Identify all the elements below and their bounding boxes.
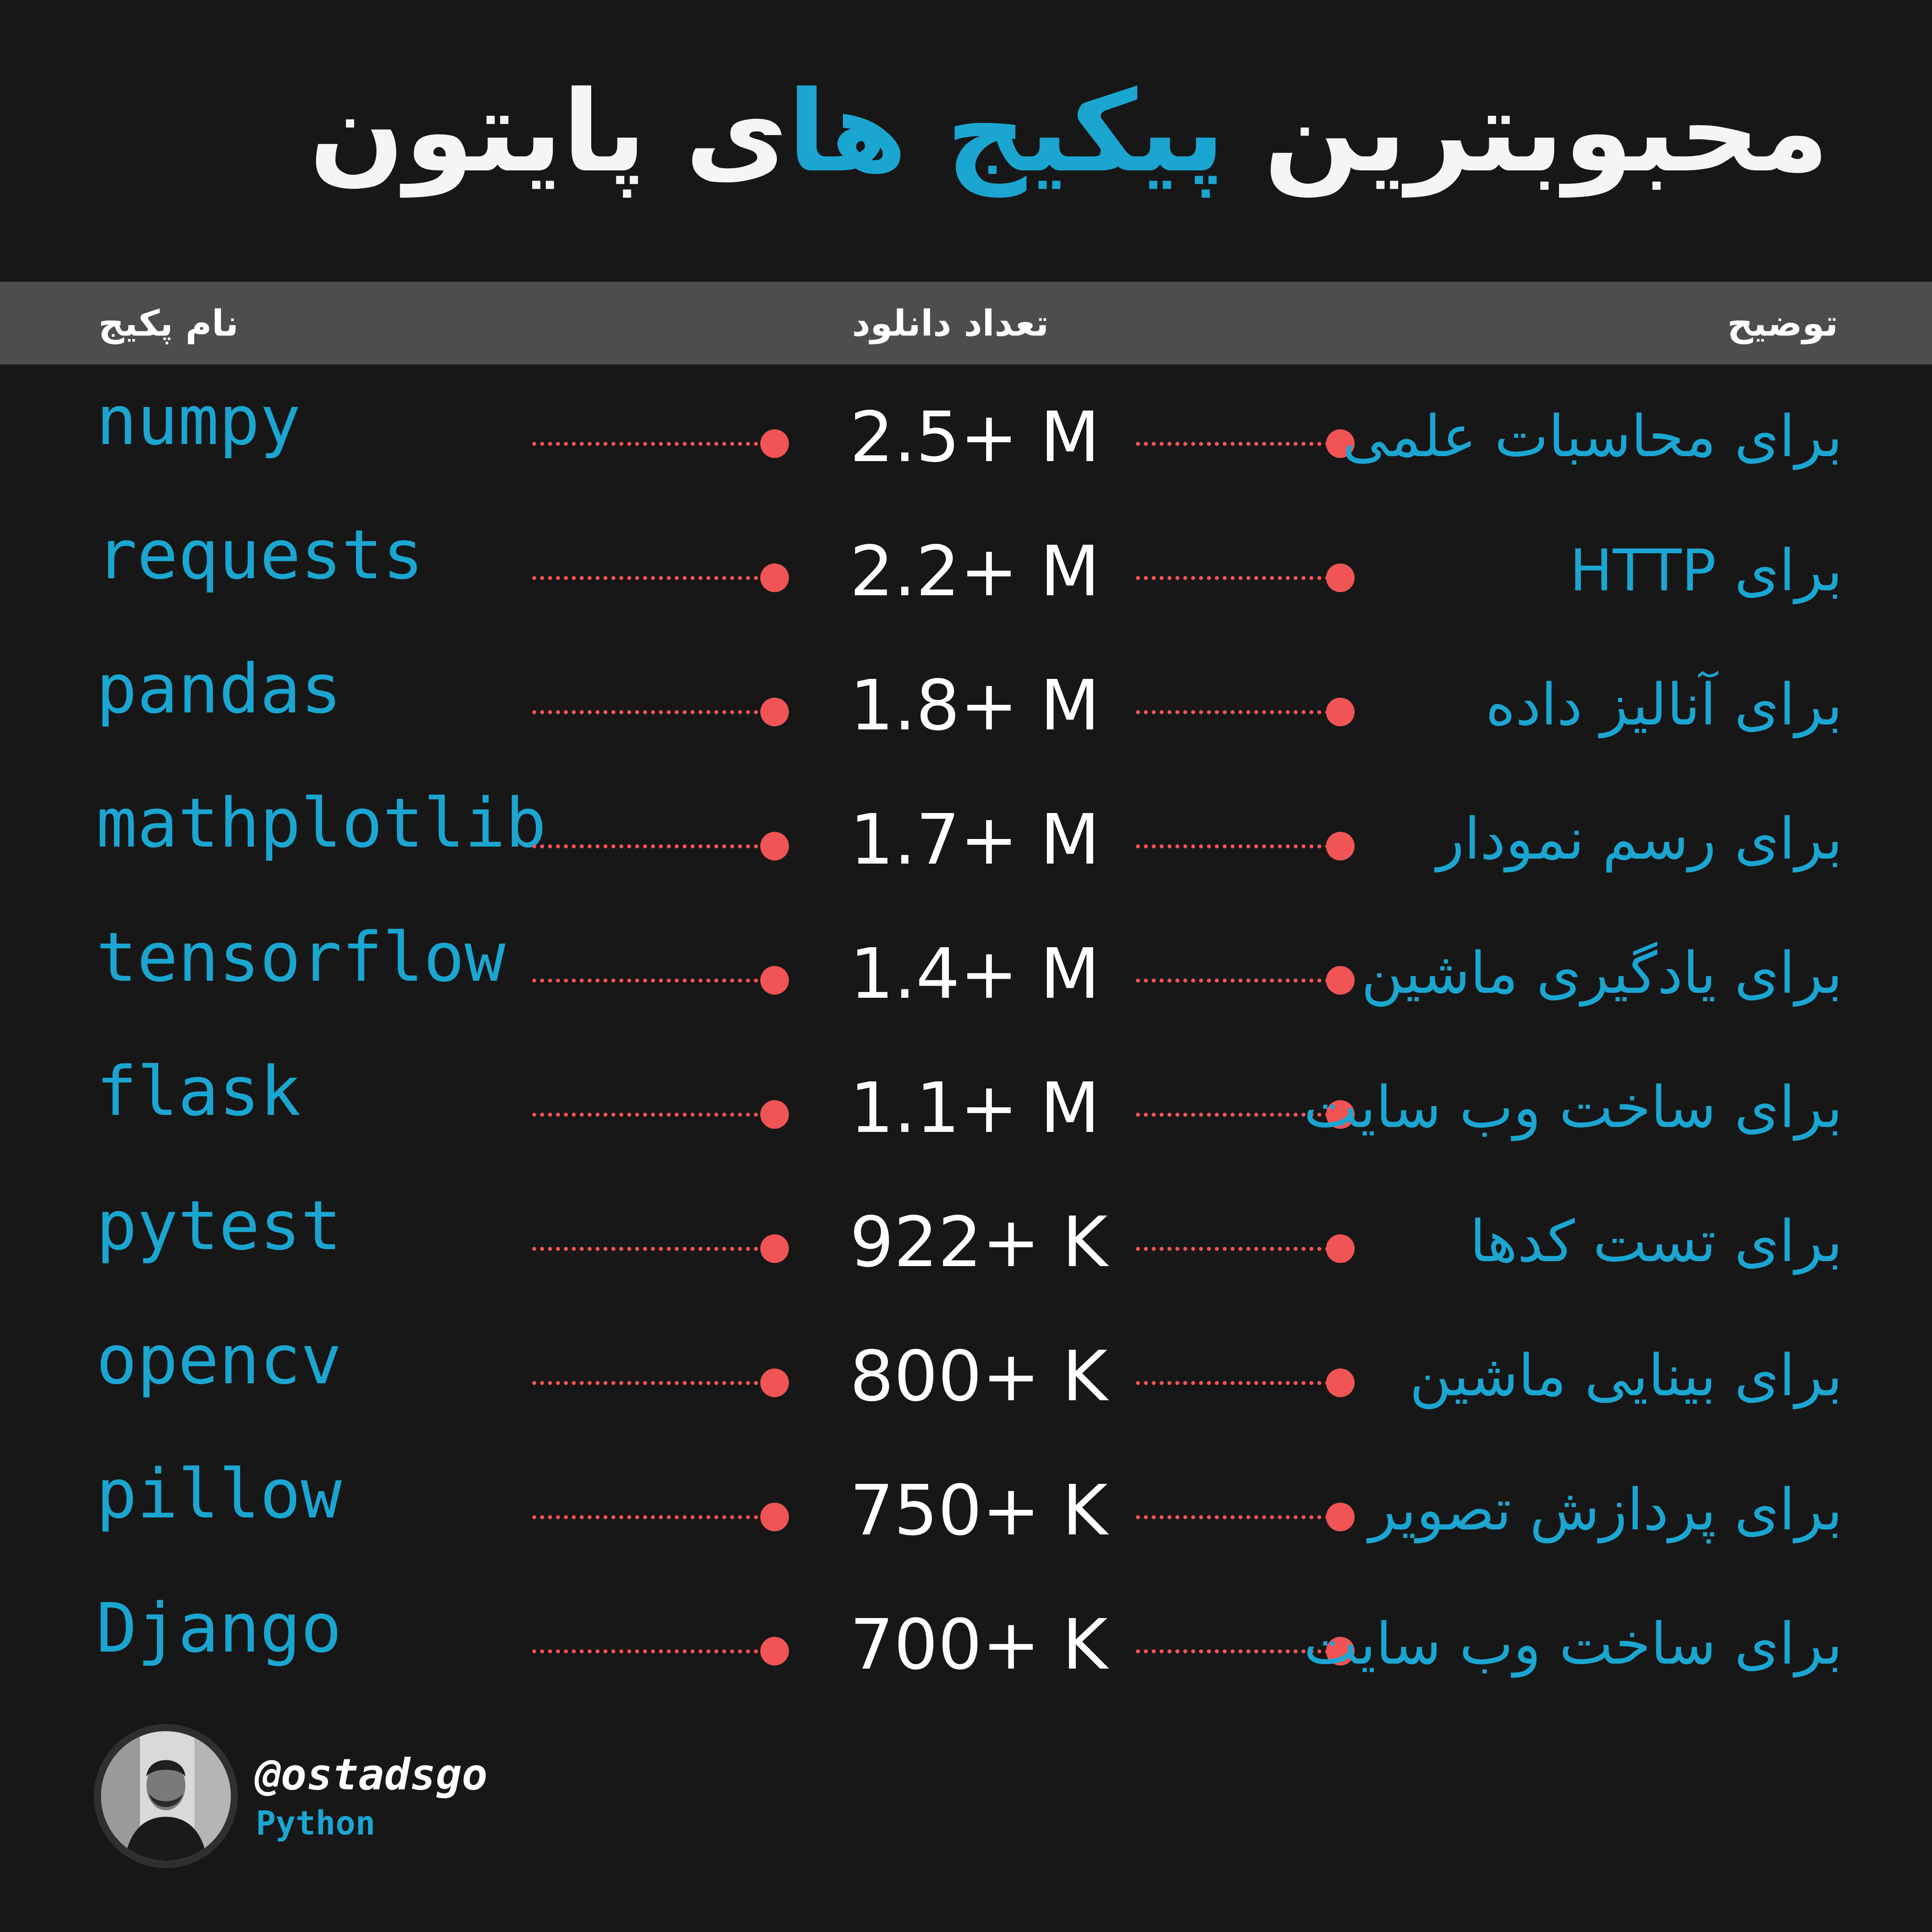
- download-count: 700+ K: [850, 1604, 1108, 1685]
- package-description: برای آنالیز داده: [1485, 672, 1843, 738]
- table-row: [0, 501, 1932, 635]
- dotted-leader-left: [532, 1381, 758, 1385]
- table-row: [0, 635, 1932, 769]
- dotted-leader-left: [532, 576, 758, 580]
- dotted-leader-right: [1136, 1247, 1337, 1251]
- dotted-leader-left: [532, 1247, 758, 1251]
- leader-dot-left: [760, 1503, 789, 1531]
- dotted-leader-left: [532, 1515, 758, 1519]
- table-row: [0, 1038, 1932, 1172]
- leader-dot-right: [1326, 698, 1355, 726]
- title-part-1: محبوبترین: [1263, 67, 1829, 197]
- download-count: 750+ K: [850, 1470, 1108, 1551]
- package-name: tensorflow: [96, 918, 506, 997]
- dotted-leader-right: [1136, 844, 1337, 848]
- avatar: [94, 1724, 238, 1868]
- table-row: [0, 1440, 1932, 1574]
- download-count: 922+ K: [850, 1202, 1108, 1283]
- dotted-leader-left: [532, 844, 758, 848]
- dotted-leader-left: [532, 979, 758, 983]
- package-description: برای رسم نمودار: [1436, 806, 1843, 873]
- leader-dot-left: [760, 1234, 789, 1263]
- package-name: pillow: [96, 1454, 342, 1534]
- table-row: [0, 903, 1932, 1038]
- download-count: 2.5+ M: [850, 397, 1100, 478]
- table-row: [0, 769, 1932, 903]
- dotted-leader-right: [1136, 576, 1337, 580]
- package-description: برای HTTP: [1569, 538, 1843, 604]
- author-handle: @ostadsgo: [255, 1750, 488, 1800]
- dotted-leader-left: [532, 1649, 758, 1653]
- leader-dot-left: [760, 966, 789, 995]
- download-count: 1.8+ M: [850, 665, 1100, 746]
- package-description: برای ساخت وب سایت: [1304, 1074, 1843, 1141]
- table-header: [0, 282, 1932, 364]
- package-description: برای ساخت وب سایت: [1304, 1611, 1843, 1678]
- package-description: برای بینایی ماشین: [1409, 1343, 1843, 1409]
- package-name: Django: [96, 1589, 342, 1668]
- leader-dot-right: [1326, 564, 1355, 592]
- author-tagline: Python: [256, 1804, 376, 1843]
- package-name: numpy: [96, 381, 301, 460]
- dotted-leader-right: [1136, 1515, 1337, 1519]
- table-row: [0, 1306, 1932, 1440]
- leader-dot-left: [760, 698, 789, 726]
- package-name: pandas: [96, 649, 342, 729]
- leader-dot-right: [1326, 832, 1355, 860]
- leader-dot-left: [760, 1368, 789, 1397]
- leader-dot-left: [760, 429, 789, 458]
- download-count: 1.1+ M: [850, 1068, 1100, 1148]
- dotted-leader-right: [1136, 1381, 1337, 1385]
- package-description: برای محاسبات علمی: [1342, 403, 1843, 470]
- dotted-leader-left: [532, 1113, 758, 1117]
- package-name: opencv: [96, 1320, 342, 1399]
- download-count: 1.4+ M: [850, 933, 1100, 1014]
- header-package-name: نام پکیج: [98, 302, 239, 344]
- download-count: 2.2+ M: [850, 531, 1100, 612]
- dotted-leader-left: [532, 710, 758, 714]
- dotted-leader-left: [532, 442, 758, 446]
- package-description: برای یادگیری ماشین: [1361, 940, 1843, 1007]
- table-row: [0, 367, 1932, 501]
- title-part-2: ی پایتون: [309, 67, 788, 197]
- dotted-leader-right: [1136, 979, 1337, 983]
- leader-dot-left: [760, 1100, 789, 1129]
- table-row: [0, 1172, 1932, 1306]
- package-description: برای تست کدها: [1470, 1208, 1843, 1275]
- package-name: requests: [96, 515, 424, 594]
- package-name: mathplotlib: [96, 784, 547, 863]
- leader-dot-left: [760, 832, 789, 860]
- download-count: 1.7+ M: [850, 799, 1100, 880]
- person-icon: [101, 1731, 231, 1861]
- leader-dot-left: [760, 1637, 789, 1665]
- leader-dot-left: [760, 564, 789, 592]
- dotted-leader-right: [1136, 442, 1337, 446]
- page-title: [309, 67, 1829, 197]
- leader-dot-right: [1326, 966, 1355, 995]
- title-accent: پیکیج ها: [788, 67, 1225, 197]
- download-count: 800+ K: [850, 1336, 1108, 1417]
- leader-dot-right: [1326, 1503, 1355, 1531]
- leader-dot-right: [1326, 1234, 1355, 1263]
- package-name: pytest: [96, 1186, 342, 1265]
- header-description: توضیح: [1727, 302, 1838, 344]
- leader-dot-right: [1326, 1368, 1355, 1397]
- package-description: برای پردازش تصویر: [1368, 1477, 1843, 1543]
- header-download-count: تعداد دانلود: [852, 302, 1049, 344]
- package-name: flask: [96, 1052, 301, 1131]
- dotted-leader-right: [1136, 710, 1337, 714]
- table-row: [0, 1574, 1932, 1708]
